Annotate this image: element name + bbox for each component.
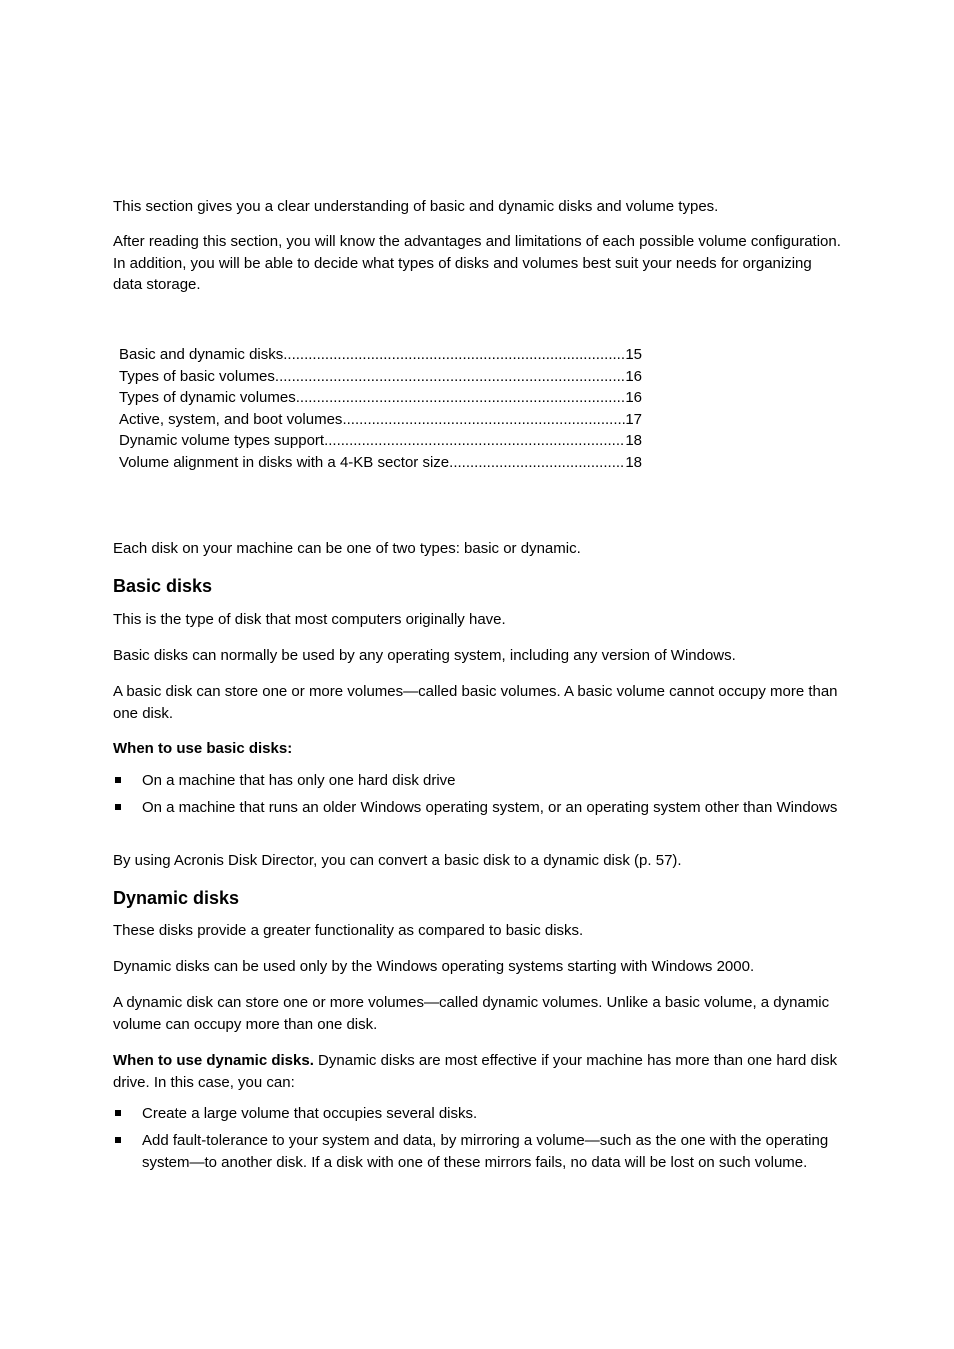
dynamic-paragraph-3: A dynamic disk can store one or more volumes—called dynamic volumes. Unlike a basic volume, a dynamic volume can occupy more than one disk. — [113, 994, 830, 1033]
toc-entry[interactable] — [119, 387, 642, 409]
toc-entry[interactable] — [119, 452, 642, 474]
section-lead-paragraph: Each disk on your machine can be one of two types: basic or dynamic. — [113, 540, 581, 557]
list-item-text: On a machine that runs an older Windows operating system, or an operating system other than Windows — [142, 799, 838, 816]
basic-paragraph-3: A basic disk can store one or more volumes—called basic volumes. A basic volume cannot occupy more than one disk. — [113, 683, 838, 722]
toc-entry-title: Dynamic volume types support — [119, 432, 325, 449]
basic-when-label: When to use basic disks: — [113, 740, 293, 757]
toc-entry-page: 16 — [625, 389, 642, 406]
toc-entry-title: Basic and dynamic disks — [119, 346, 284, 363]
toc-entry[interactable] — [119, 430, 642, 452]
basic-paragraph-1: This is the type of disk that most computers originally have. — [113, 611, 506, 628]
list-item — [113, 1130, 841, 1173]
list-item-text: On a machine that has only one hard disk drive — [142, 772, 456, 789]
toc-leader-dots — [342, 409, 625, 431]
dynamic-when-paragraph — [113, 1050, 841, 1093]
basic-disks-heading: Basic disks — [113, 576, 213, 596]
toc-entry[interactable] — [119, 409, 642, 431]
dynamic-when-label: When to use dynamic disks. — [113, 1052, 314, 1069]
toc-leader-dots — [283, 344, 625, 366]
intro-paragraph-2: After reading this section, you will know the advantages and limitations of each possible volume configuration. In addition, you will be able to decide what types of disks and volumes best suit your needs for organizing data storage. — [113, 233, 841, 293]
toc-entry-title: Volume alignment in disks with a 4-KB sector size — [119, 453, 450, 471]
toc-entry[interactable] — [119, 344, 642, 366]
toc-entry-title: Types of dynamic volumes — [119, 389, 296, 406]
basic-paragraph-2: Basic disks can normally be used by any operating system, including any version of Windows. — [113, 647, 736, 664]
dynamic-bullet-list — [113, 1103, 841, 1179]
dynamic-paragraph-1: These disks provide a greater functionality as compared to basic disks. — [113, 922, 584, 939]
toc-entry-page: 16 — [625, 367, 642, 385]
bullet-square-icon — [115, 804, 121, 810]
toc-entry[interactable] — [119, 366, 642, 388]
toc-entry-title: Types of basic volumes — [119, 367, 275, 385]
list-item-text: Create a large volume that occupies several disks. — [142, 1105, 478, 1122]
toc-entry-page: 15 — [625, 346, 642, 363]
toc-leader-dots — [324, 430, 625, 452]
toc-leader-dots — [449, 452, 625, 474]
toc-entry-title: Active, system, and boot volumes — [119, 410, 343, 428]
table-of-contents — [119, 344, 642, 473]
toc-leader-dots — [275, 366, 625, 388]
toc-entry-page: 18 — [625, 453, 642, 471]
list-item — [113, 797, 841, 819]
basic-convert-paragraph: By using Acronis Disk Director, you can convert a basic disk to a dynamic disk (p. 57). — [113, 852, 682, 869]
toc-entry-page: 17 — [625, 410, 642, 428]
list-item — [113, 770, 841, 792]
dynamic-when-text: Dynamic disks are most effective if your machine has more than one hard disk drive. In this case, you can: — [113, 1052, 838, 1091]
bullet-square-icon — [115, 1137, 121, 1143]
dynamic-disks-heading: Dynamic disks — [113, 888, 240, 908]
bullet-square-icon — [115, 1110, 121, 1116]
bullet-square-icon — [115, 777, 121, 783]
basic-bullet-list — [113, 770, 841, 824]
toc-leader-dots — [296, 387, 626, 409]
dynamic-paragraph-2: Dynamic disks can be used only by the Windows operating systems starting with Windows 2000. — [113, 958, 755, 975]
toc-entry-page: 18 — [625, 432, 642, 449]
list-item-text: Add fault-tolerance to your system and data, by mirroring a volume—such as the one with the operating system—to another disk. If a disk with one of these mirrors fails, no data will be lost on such volume. — [142, 1132, 829, 1171]
list-item — [113, 1103, 841, 1125]
intro-paragraph-1: This section gives you a clear understanding of basic and dynamic disks and volume types. — [113, 198, 719, 215]
